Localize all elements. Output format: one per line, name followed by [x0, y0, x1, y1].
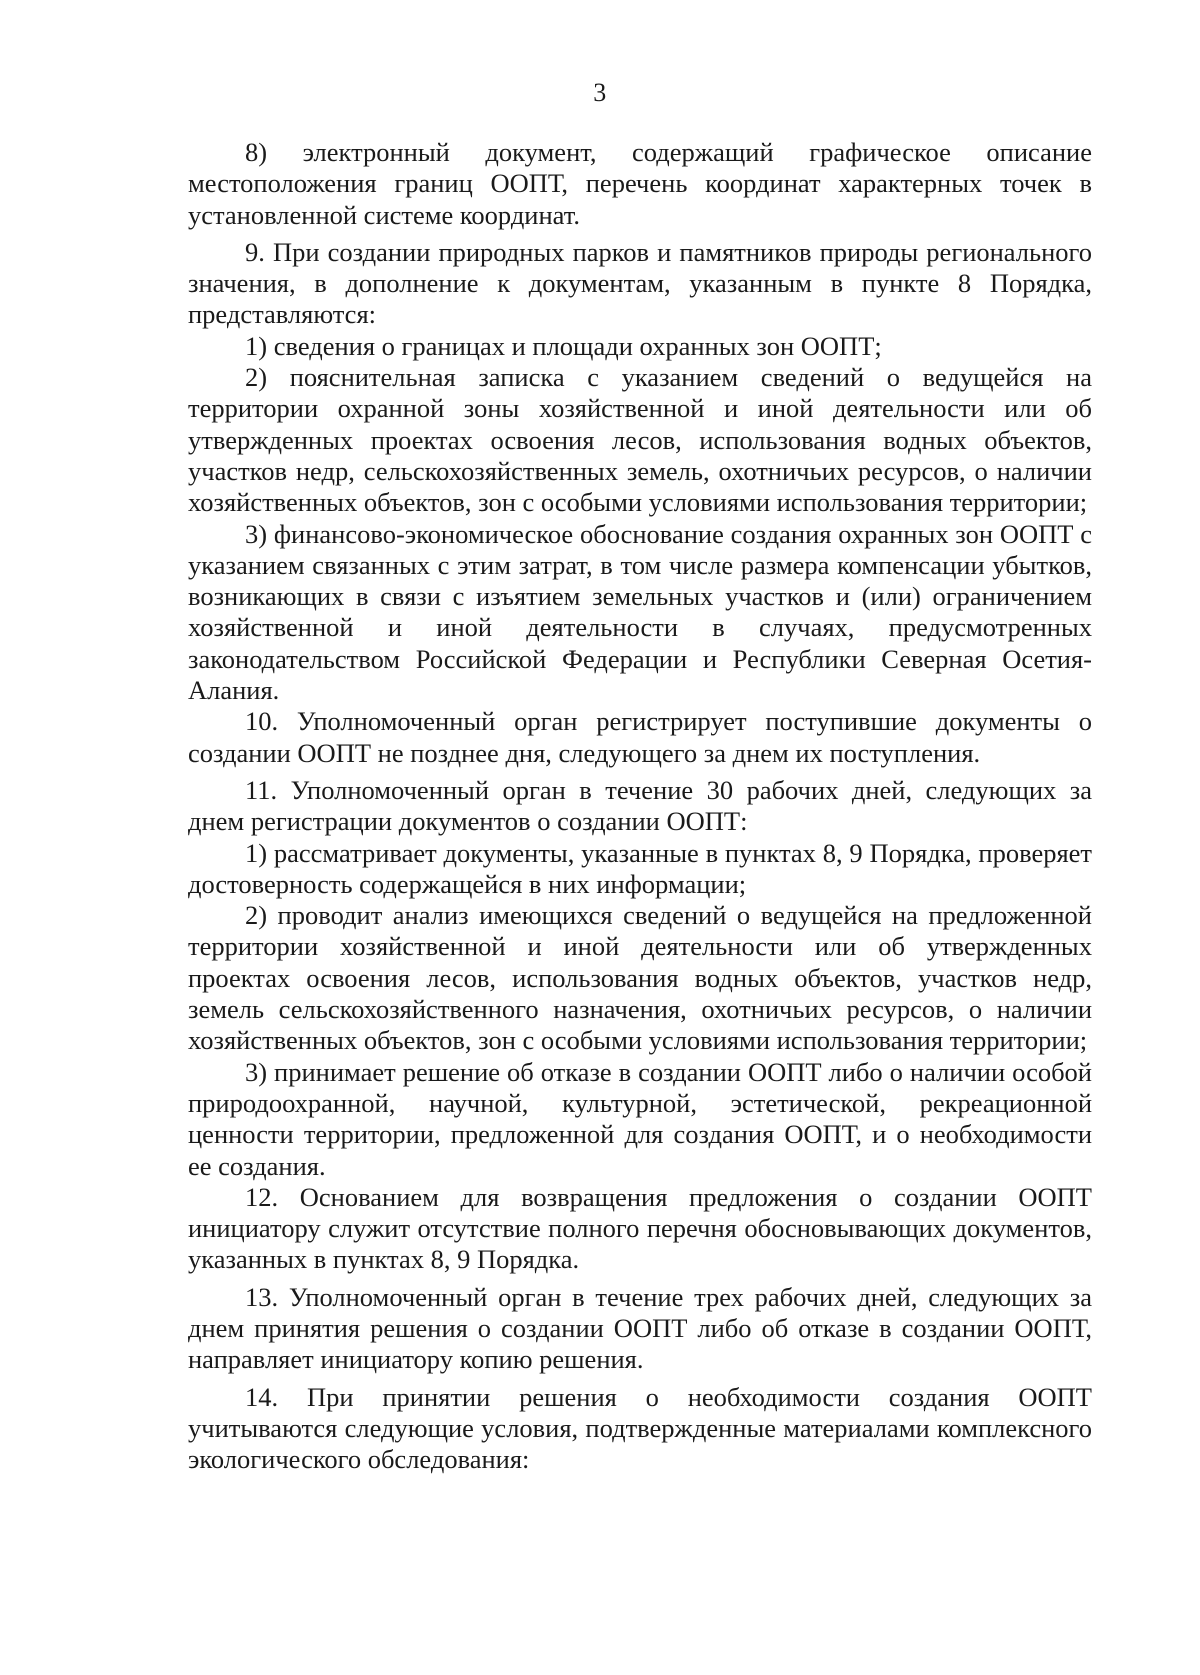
paragraph-item-11-1: 1) рассматривает документы, указанные в пунктах 8, 9 Порядка, проверяет достоверность содержащейся в них информации; — [188, 837, 1092, 899]
paragraph-clause-9: 9. При создании природных парков и памятников природы регионального значения, в дополнение к документам, указанным в пункте 8 Порядка, представляются: — [188, 236, 1092, 330]
paragraph-clause-13: 13. Уполномоченный орган в течение трех рабочих дней, следующих за днем принятия решения о создании ООПТ либо об отказе в создании ООПТ, направляет инициатору копию решения. — [188, 1281, 1092, 1375]
document-body — [188, 137, 1092, 1475]
paragraph-item-9-2: 2) пояснительная записка с указанием сведений о ведущейся на территории охранной зоны хозяйственной и иной деятельности или об утвержденных проектах освоения лесов, использования водных объектов, участков недр, сельскохозяйственных земель, охотничьих ресурсов, о наличии хозяйственных объектов, зон с особыми условиями использования территории; — [188, 362, 1092, 518]
paragraph-item-9-3: 3) финансово-экономическое обоснование создания охранных зон ООПТ с указанием связанных с этим затрат, в том числе размера компенсации убытков, возникающих в связи с изъятием земельных участков и (или) ограничением хозяйственной и иной деятельности в случаях, предусмотренных законодательством Российской Федерации и Республики Северная Осетия-Алания. — [188, 518, 1092, 706]
paragraph-item-9-1: 1) сведения о границах и площади охранных зон ООПТ; — [245, 330, 882, 361]
paragraph-clause-11: 11. Уполномоченный орган в течение 30 рабочих дней, следующих за днем регистрации документов о создании ООПТ: — [188, 774, 1092, 837]
paragraph-clause-14: 14. При принятии решения о необходимости создания ООПТ учитываются следующие условия, подтвержденные материалами комплексного экологического обследования: — [188, 1381, 1092, 1475]
paragraph-clause-12: 12. Основанием для возвращения предложения о создании ООПТ инициатору служит отсутствие полного перечня обосновывающих документов, указанных в пунктах 8, 9 Порядка. — [188, 1181, 1092, 1275]
paragraph-item-11-2: 2) проводит анализ имеющихся сведений о ведущейся на предложенной территории хозяйственной и иной деятельности или об утвержденных проектах освоения лесов, использования водных объектов, участков недр, земель сельскохозяйственного назначения, охотничьих ресурсов, о наличии хозяйственных объектов, зон с особыми условиями использования территории; — [188, 900, 1092, 1056]
paragraph-clause-10: 10. Уполномоченный орган регистрирует поступившие документы о создании ООПТ не позднее дня, следующего за днем их поступления. — [188, 706, 1092, 768]
paragraph-item-8: 8) электронный документ, содержащий графическое описание местоположения границ ООПТ, перечень координат характерных точек в установленной системе координат. — [188, 137, 1092, 230]
page-number: 3 — [593, 78, 607, 107]
paragraph-item-11-3: 3) принимает решение об отказе в создании ООПТ либо о наличии особой природоохранной, научной, культурной, эстетической, рекреационной ценности территории, предложенной для создания ООПТ, и о необходимости ее создания. — [188, 1056, 1092, 1181]
